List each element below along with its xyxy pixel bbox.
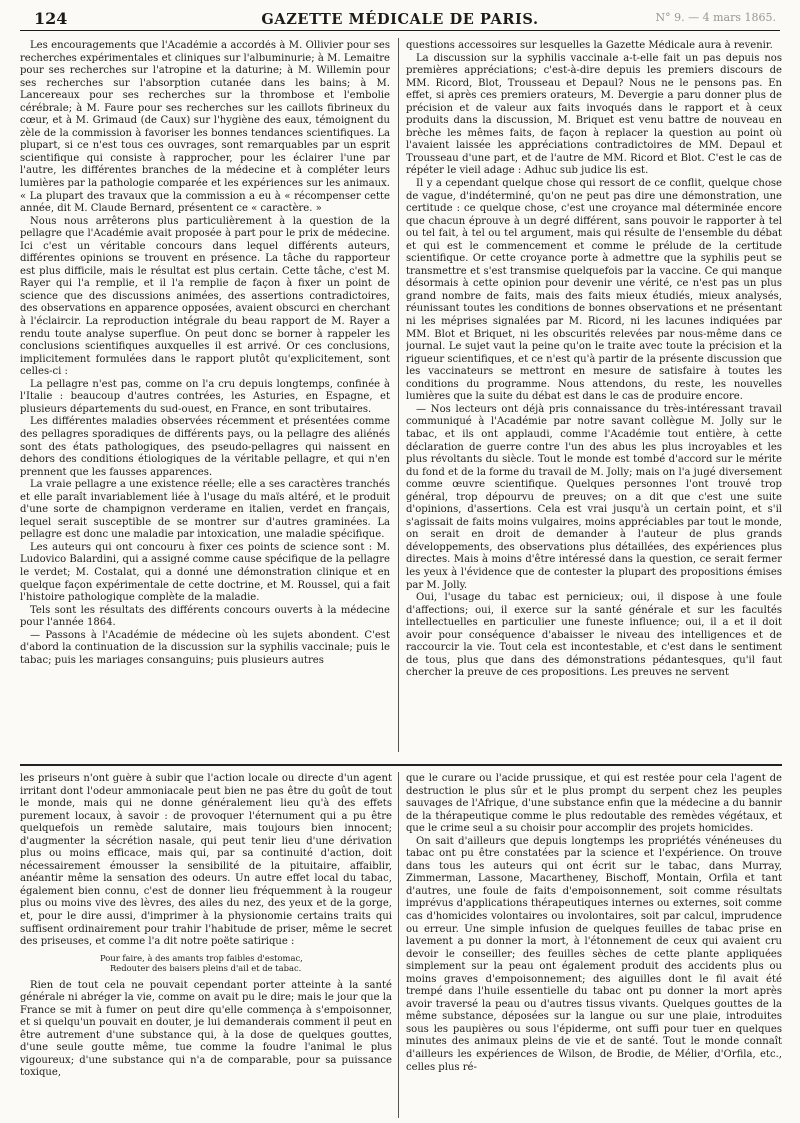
section-divider: [20, 764, 782, 766]
paragraph: Il y a cependant quelque chose qui ressort de ce conflit, quelque chose de vague, d'indéterminé, qu'on ne peut pas dire une démonstration, une certitude : ce quelque chose, c'est une croyance mal déterminée encore que chacun éprouve à un degré différent, sans pouvoir le rapporter à tel ou tel fait, à tel ou tel argument, mais qui résulte de l'ensemble du débat et qui est le commencement et comme le prélude de la certitude scientifique. Or cette croyance porte à admettre que la syphilis peut se transmettre et s'est transmise quelquefois par la vaccine. Ce qui manque désormais à cette opinion pour devenir une vérité, ce n'est pas un plus grand nombre de faits, mais des faits mieux étudiés, mieux analysés, réunissant toutes les conditions de bonnes observations et ne présentant ni les méprises signalées par M. Ricord, ni les lacunes indiquées par MM. Blot et Briquet, ni les obscurités relevées par nous-même dans ce journal. Le sujet vaut la peine qu'on le traite avec toute la précision et la rigueur scientifiques, et ce n'est qu'à partir de la présente discussion que les vaccinateurs se mettront en mesure de satisfaire à toutes les conditions du programme. Nous attendons, du reste, les nouvelles lumières que la suite du débat est dans le cas de produire encore.: [406, 178, 782, 403]
page-header: [20, 8, 780, 31]
paragraph: les priseurs n'ont guère à subir que l'action locale ou directe d'un agent irritant dont l'odeur ammoniacale peut bien ne pas être du goût de tout le monde, mais qui ne donne généralement lieu qu'à des effets purement locaux, à savoir : de provoquer l'éternument qui a pu être quelquefois un remède salutaire, mais toujours bien innocent; d'augmenter la sécrétion nasale, qui peut tenir lieu d'une dérivation plus ou moins efficace, mais qui, par sa continuité d'action, doit nécessairement émousser la sensibilité de la pituitaire, affaiblir, anéantir même la sensation des odeurs. Un autre effet local du tabac, également bien connu, c'est de donner lieu fréquemment à la rougeur plus ou moins vive des lèvres, des ailes du nez, des yeux et de la gorge, et, pour le dire aussi, d'imprimer à la physionomie certains traits qui suffisent ordinairement pour trahir l'habitude de priser, même le secret des priseuses, et comme l'a dit notre poëte satirique :: [20, 773, 392, 948]
column-divider: [398, 772, 399, 1118]
top-right-column: [406, 40, 782, 752]
top-left-column: [20, 40, 390, 752]
verse-line: Pour faire, à des amants trop faibles d'estomac,: [100, 952, 303, 963]
paragraph: Tels sont les résultats des différents concours ouverts à la médecine pour l'année 1864.: [20, 604, 390, 629]
paragraph: La discussion sur la syphilis vaccinale a-t-elle fait un pas depuis nos premières appréciations; c'est-à-dire depuis les premiers discours de MM. Ricord, Blot, Trousseau et Depaul? Nous ne le pensons pas. En effet, si après ces premiers orateurs, M. Devergie a paru donner plus de précision et de valeur aux faits invoqués dans le rapport et à ceux produits dans la discussion, M. Briquet est venu battre de nouveau en brèche les mêmes faits, de façon à replacer la question au point où l'avaient laissée les appréciations contradictoires de MM. Depaul et Trousseau d'une part, et de l'autre de MM. Ricord et Blot. C'est le cas de répéter le vieil adage : Adhuc sub judice lis est.: [406, 52, 782, 177]
bottom-left-column: [20, 773, 392, 1118]
paragraph: Les encouragements que l'Académie a accordés à M. Ollivier pour ses recherches expérimentales et cliniques sur l'albuminurie; à M. Lemaitre pour ses recherches sur l'atropine et la daturine; à M. Willemin pour ses recherches sur l'absorption cutanée dans les bains; à M. Lancereaux pour ses recherches sur la thrombose et l'embolie cérébrale; à M. Faure pour ses recherches sur les caillots fibrineux du cœur, et à M. Grimaud (de Caux) sur l'hygiène des eaux, témoignent du zèle de la commission à favoriser les bonnes tendances scientifiques. La plupart, si ce n'est tous ces ouvrages, sont remarquables par un esprit scientifique qui consiste à rapprocher, pour les éclairer l'une par l'autre, les différentes branches de la médecine et à compléter leurs lumières par la pathologie comparée et les expériences sur les animaux. « La plupart des travaux que la commission a eu à « récompenser cette année, dit M. Claude Bernard, présentent ce « caractère. »: [20, 40, 390, 215]
paragraph: La vraie pellagre a une existence réelle; elle a ses caractères tranchés et elle paraît invariablement liée à l'usage du maïs altéré, et le produit d'une sorte de champignon verderame en italien, verdet en français, lequel serait susceptible de se montrer sur d'autres graminées. La pellagre est donc une maladie par intoxication, une maladie spécifique.: [20, 479, 390, 541]
paragraph: On sait d'ailleurs que depuis longtemps les propriétés vénéneuses du tabac ont pu être constatées par la science et l'expérience. On trouve dans tous les auteurs qui ont écrit sur le tabac, dans Murray, Zimmerman, Lassone, Macartheney, Bischoff, Montain, Orfila et tant d'autres, une foule de faits d'empoisonnement, soit comme résultats imprévus d'applications thérapeutiques internes ou externes, soit comme cas d'homicides volontaires ou involontaires, soit par calcul, imprudence ou erreur. Une simple infusion de quelques feuilles de tabac prise en lavement a pu donner la mort, à l'étonnement de ceux qui avaient cru devoir le conseiller; des feuilles sèches de cette plante appliquées simplement sur la peau ont également produit des accidents plus ou moins graves d'empoisonnement; des aiguilles dont le fil avait été trempé dans l'huile essentielle du tabac ont pu donner la mort après avoir traversé la peau ou d'autres tissus vivants. Quelques gouttes de la même substance, déposées sur la langue ou sur une plaie, introduites sous les paupières ou sous l'épiderme, ont suffi pour tuer en quelques minutes des animaux pleins de vie et de santé. Tout le monde connaît d'ailleurs les expériences de Wilson, de Brodie, de Mélier, d'Orfila, etc., celles plus ré-: [406, 835, 782, 1073]
paragraph: questions accessoires sur lesquelles la Gazette Médicale aura à revenir.: [406, 40, 773, 51]
date-stamp: N° 9. — 4 mars 1865.: [655, 11, 776, 24]
column-divider: [398, 38, 399, 752]
verse-line: Redouter des baisers pleins d'ail et de tabac.: [110, 963, 302, 974]
paragraph: — Passons à l'Académie de médecine où les sujets abondent. C'est d'abord la continuation de la discussion sur la syphilis vaccinale; puis le tabac; puis les mariages consanguins; puis plusieurs autres: [20, 629, 390, 666]
paragraph: — Nos lecteurs ont déjà pris connaissance du très-intéressant travail communiqué à l'Académie par notre savant collègue M. Jolly sur le tabac, et ils ont applaudi, comme l'Académie tout entière, à cette déclaration de guerre contre l'un des abus les plus incroyables et les plus révoltants du siècle. Tout le monde est tombé d'accord sur le mérite du fond et de la forme du travail de M. Jolly; mais on l'a jugé diversement comme œuvre scientifique. Quelques personnes l'ont trouvé trop général, trop dépourvu de preuves; on a dit que c'est une suite d'opinions, d'assertions. Cela est vrai jusqu'à un certain point, et s'il s'agissait de faits moins vulgaires, moins appréciables par tout le monde, on serait en droit de demander à l'auteur de plus grands développements, des observations plus détaillées, des expériences plus directes. Mais à moins d'être intéressé dans la question, ce serait fermer les yeux à l'évidence que de contester la plupart des propositions émises par M. Jolly.: [406, 403, 782, 591]
paragraph: La pellagre n'est pas, comme on l'a cru depuis longtemps, confinée à l'Italie : beaucoup d'autres contrées, les Asturies, en Espagne, et plusieurs départements du sud-ouest, en France, en sont tributaires.: [20, 378, 390, 415]
verse-quotation: [20, 953, 392, 974]
journal-title: GAZETTE MÉDICALE DE PARIS.: [261, 11, 539, 28]
paragraph: Oui, l'usage du tabac est pernicieux; oui, il dispose à une foule d'affections; oui, il exerce sur la santé générale et sur les facultés intellectuelles en particulier une funeste influence; oui, il a et il doit avoir pour conséquence d'abaisser le niveau des intelligences et de raccourcir la vie. Tout cela est incontestable, et c'est dans le sentiment de tous, plus que dans des démonstrations pédantesques, qu'il faut chercher la preuve de ces propositions. Les preuves ne servent: [406, 592, 782, 679]
paragraph: Les différentes maladies observées récemment et présentées comme des pellagres sporadiques de différents pays, ou la pellagre des aliénés sont des états pathologiques, des pseudo-pellagres qui naissent en dehors des conditions étiologiques de la véritable pellagre, et qui n'en prennent que les fausses apparences.: [20, 416, 390, 478]
paragraph: Les auteurs qui ont concouru à fixer ces points de science sont : M. Ludovico Balardini, qui a assigné comme cause spécifique de la pellagre le verdet; M. Costalat, qui a donné une démonstration clinique et en quelque façon expérimentale de cette doctrine, et M. Roussel, qui a fait l'histoire pathologique complète de la maladie.: [20, 541, 390, 604]
bottom-right-column: [406, 773, 782, 1118]
paragraph: que le curare ou l'acide prussique, et qui est restée pour cela l'agent de destruction le plus sûr et le plus prompt du serpent chez les peuples sauvages de l'Afrique, d'une substance enfin que la médecine a du bannir de la thérapeutique comme le plus redoutable des remèdes végétaux, et que le crime seul a su choisir pour accomplir des projets homicides.: [406, 773, 782, 835]
paragraph: Nous nous arrêterons plus particulièrement à la question de la pellagre que l'Académie avait proposée à part pour le prix de médecine. Ici c'est un véritable concours dans lequel différents auteurs, différentes opinions se trouvent en présence. La tâche du rapporteur est plus difficile, mais le résultat est plus certain. Cette tâche, c'est M. Rayer qui l'a remplie, et il l'a remplie de façon à fixer un point de science que des discussions animées, des assertions contradictoires, des observations en apparence opposées, avaient obscurci en cherchant à l'éclaircir. La reproduction intégrale du beau rapport de M. Rayer a rendu toute analyse superflue. On peut donc se borner à rappeler les conclusions scientifiques auxquelles il est arrivé. Or ces conclusions, implicitement formulées dans le rapport plutôt qu'explicitement, sont celles-ci :: [20, 215, 390, 378]
paragraph: Rien de tout cela ne pouvait cependant porter atteinte à la santé générale ni abréger la vie, comme on avait pu le dire; mais le jour que la France se mit à fumer on peut dire qu'elle commença à s'empoisonner, et si quelqu'un pouvait en douter, je lui demanderais comment il peut en être autrement d'une substance qui, à la dose de quelques gouttes, d'une seule goutte même, tue comme la foudre l'animal le plus vigoureux; d'une substance qui n'a de comparable, pour sa puissance toxique,: [20, 979, 392, 1079]
page-number: 124: [34, 9, 68, 28]
